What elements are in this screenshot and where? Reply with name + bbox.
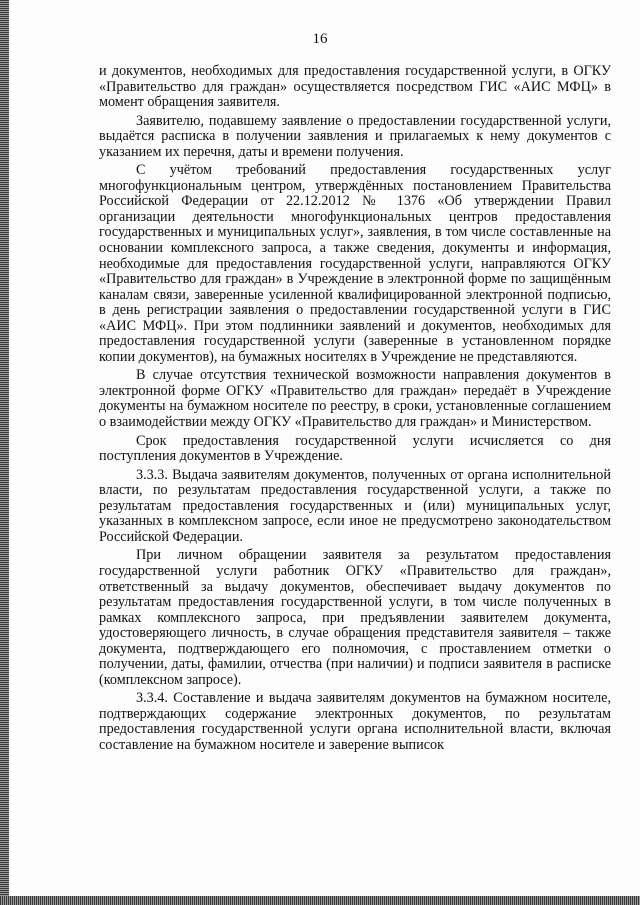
scan-edge-bottom — [0, 896, 640, 905]
paragraph-continuation: и документов, необходимых для предоставления государственной услуги, в ОГКУ «Правительство для граждан» осуществляется посредством ГИС «АИС МФЦ» в момент обращения заявителя. — [99, 63, 611, 111]
paragraph: Срок предоставления государственной услуги исчисляется со дня поступления документов в Учреждение. — [99, 432, 611, 465]
paragraph: Заявителю, подавшему заявление о предоставлении государственной услуги, выдаётся расписка в получении заявления и прилагаемых к нему документов с указанием их перечня, даты и времени получения. — [99, 112, 611, 160]
paragraph-section-3-3-4: 3.3.4. Составление и выдача заявителям документов на бумажном носителе, подтверждающих содержание электронных документов, по результатам предоставления государственной услуги органа исполнительной власти, включая составление на бумажном носителе и заверение выписок — [99, 690, 611, 753]
page-number: 16 — [312, 31, 328, 47]
document-text — [99, 64, 611, 757]
paragraph: При личном обращении заявителя за результатом предоставления государственной услуги работник ОГКУ «Правительство для граждан», ответственный за выдачу документов, обеспечивает выдачу документов по результатам предоставления государственной услуги, в том числе полученных в рамках комплексного запроса, при предъявлении заявителем документа, удостоверяющего личность, в случае обращения представителя заявителя – также документа, подтверждающего его полномочия, с проставлением отметки о получении, даты, фамилии, отчества (при наличии) и подписи заявителя в расписке (комплексном запросе). — [99, 547, 611, 688]
scan-edge-left — [0, 0, 9, 905]
paragraph: В случае отсутствия технической возможности направления документов в электронной форме ОГКУ «Правительство для граждан» передаёт в Учреждение документы на бумажном носителе по реестру, в сроки, установленные соглашением о взаимодействии между ОГКУ «Правительство для граждан» и Министерством. — [99, 367, 611, 431]
paragraph: С учётом требований предоставления государственных услуг многофункциональным центром, утверждённых постановлением Правительства Российской Федерации от 22.12.2012 № 1376 «Об утверждении Правил организации деятельности многофункциональных центров предоставления государственных и муниципальных услуг», заявления, в том числе составленные на основании комплексного запроса, а также сведения, документы и информация, необходимые для предоставления государственной услуги, направляются ОГКУ «Правительство для граждан» в Учреждение в электронной форме по защищённым каналам связи, заверенные усиленной квалифицированной электронной подписью, в день регистрации заявления о предоставлении государственной услуги в ГИС «АИС МФЦ». При этом подлинники заявлений и документов, необходимых для предоставления государственной услуги (заверенные в установленном порядке копии документов), на бумажных носителях в Учреждение не представляются. — [99, 162, 611, 365]
paragraph-section-3-3-3: 3.3.3. Выдача заявителям документов, полученных от органа исполнительной власти, по результатам предоставления государственной услуги, а также по результатам предоставления государственных и (или) муниципальных услуг, указанных в комплексном запросе, если иное не предусмотрено законодательством Российской Федерации. — [99, 466, 611, 545]
